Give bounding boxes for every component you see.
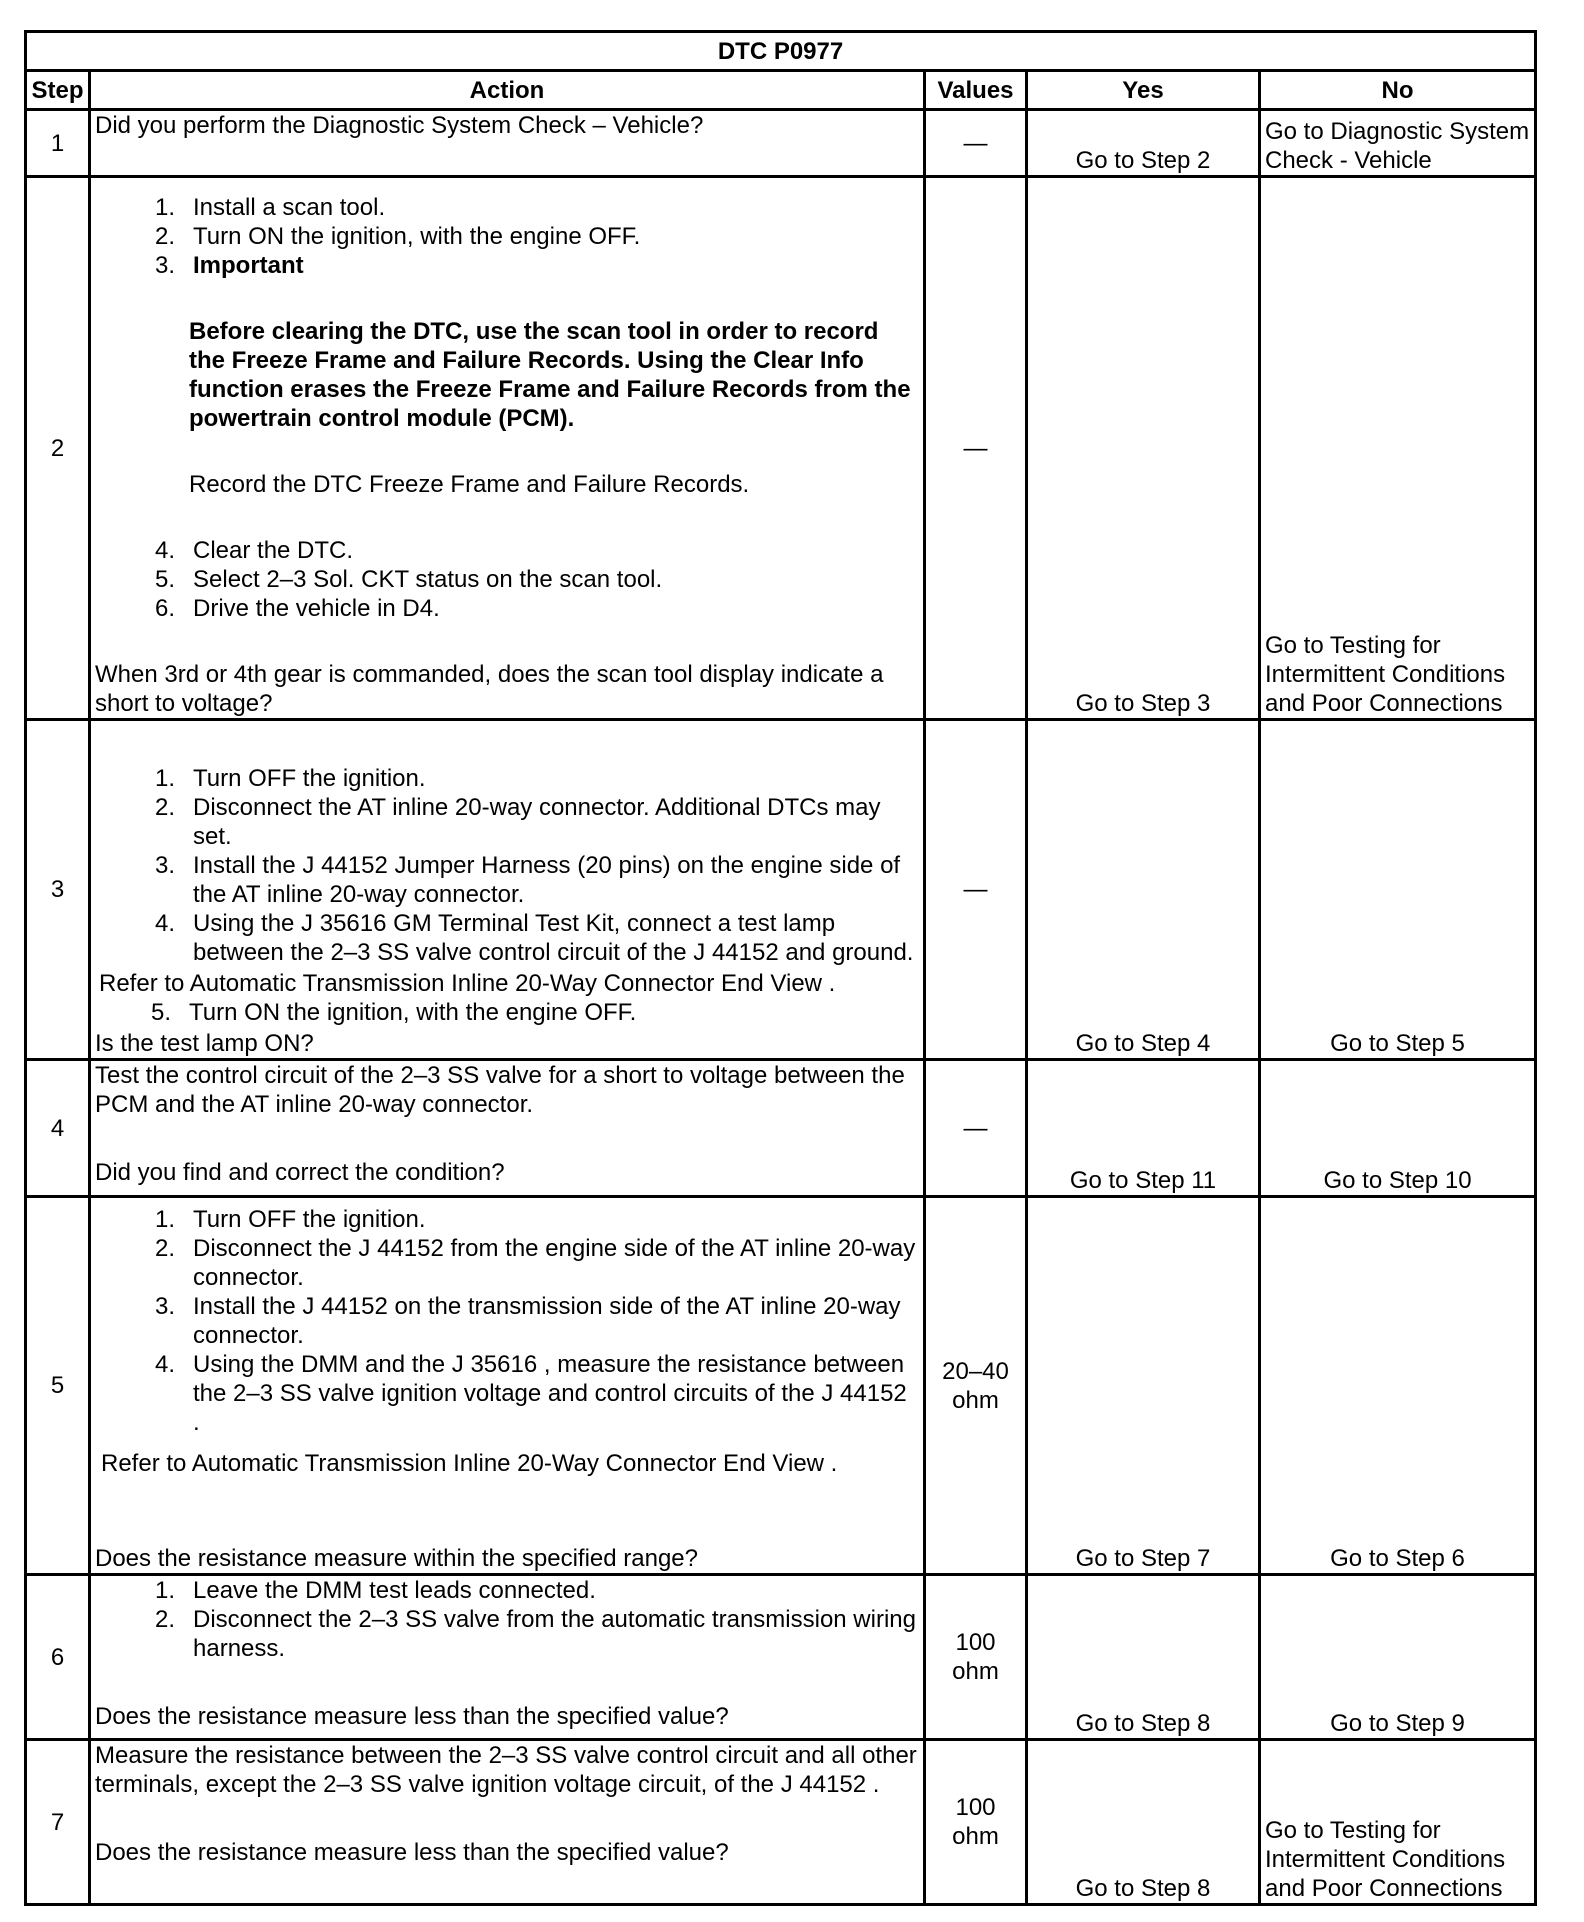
list-item: 4. Clear the DTC. [154,537,354,564]
list-item: 1. Turn OFF the ignition. [154,765,426,792]
header-step: Step [26,71,90,110]
action-text: Did you perform the Diagnostic System Check – Vehicle? [90,110,925,177]
refer-note: Refer to Automatic Transmission Inline 20-Way Connector End View . [99,970,836,997]
list-item: 6. Drive the vehicle in D4. [154,595,440,622]
table-row [26,177,1536,720]
question-text: Does the resistance measure less than the specified value? [95,1839,729,1866]
value-cell: 100 ohm [925,1575,1027,1740]
no-result: Go to Step 10 [1260,1060,1536,1197]
important-note: Before clearing the DTC, use the scan tool in order to record the Freeze Frame and Failure Records. Using the Clear Info function erases the Freeze Frame and Failure Records from the powertrain control module (PCM). [189,318,911,432]
question-text: Did you find and correct the condition? [95,1159,505,1186]
dtc-table [24,30,1537,1906]
value-cell: — [925,177,1027,720]
action-cell [90,1575,925,1740]
action-cell [90,1740,925,1905]
action-cell [90,177,925,720]
yes-result: Go to Step 8 [1027,1575,1260,1740]
step-number: 3 [26,720,90,1060]
list-item: 1. Install a scan tool. [154,194,386,221]
value-cell: — [925,1060,1027,1197]
list-item: 2. Turn ON the ignition, with the engine OFF. [154,223,641,250]
step-number: 2 [26,177,90,720]
step-number: 6 [26,1575,90,1740]
no-result: Go to Testing for Intermittent Conditions and Poor Connections [1260,1740,1536,1905]
step-list [95,193,919,280]
no-result: Go to Diagnostic System Check - Vehicle [1260,110,1536,177]
question-text: Does the resistance measure within the specified range? [95,1545,698,1572]
yes-result: Go to Step 2 [1027,110,1260,177]
list-item: 4. Using the J 35616 GM Terminal Test Kit, connect a test lamp between the 2–3 SS valve control circuit of the J 44152 and ground. [154,910,914,966]
action-text: Measure the resistance between the 2–3 SS valve control circuit and all other terminals, except the 2–3 SS valve ignition voltage circuit, of the J 44152 . [95,1742,917,1798]
action-cell [90,720,925,1060]
list-item: 1. Turn OFF the ignition. [154,1206,426,1233]
list-item: 1. Leave the DMM test leads connected. [154,1577,596,1604]
table-row [26,110,1536,177]
list-item: 3. Important [154,252,304,279]
question-text: When 3rd or 4th gear is commanded, does the scan tool display indicate a short to voltage? [95,661,884,717]
header-no: No [1260,71,1536,110]
no-result: Go to Testing for Intermittent Conditions and Poor Connections [1260,177,1536,720]
value-cell: 100 ohm [925,1740,1027,1905]
header-yes: Yes [1027,71,1260,110]
record-note: Record the DTC Freeze Frame and Failure Records. [189,471,750,498]
table-title: DTC P0977 [26,32,1536,71]
list-item: 3. Install the J 44152 Jumper Harness (20 pins) on the engine side of the AT inline 20-way connector. [154,852,901,908]
yes-result: Go to Step 8 [1027,1740,1260,1905]
header-values: Values [925,71,1027,110]
step-number: 5 [26,1197,90,1575]
step-list [95,1205,919,1437]
step-number: 1 [26,110,90,177]
list-item: 3. Install the J 44152 on the transmission side of the AT inline 20-way connector. [154,1293,901,1349]
action-text: Test the control circuit of the 2–3 SS valve for a short to voltage between the PCM and the AT inline 20-way connector. [95,1062,905,1118]
value-cell: — [925,110,1027,177]
no-result: Go to Step 6 [1260,1197,1536,1575]
header-row [26,71,1536,110]
yes-result: Go to Step 7 [1027,1197,1260,1575]
header-action: Action [90,71,925,110]
question-text: Is the test lamp ON? [95,1030,314,1057]
question-text: Does the resistance measure less than the specified value? [95,1703,729,1730]
action-cell [90,1197,925,1575]
yes-result: Go to Step 11 [1027,1060,1260,1197]
table-row [26,720,1536,1060]
table-row [26,1060,1536,1197]
step-list [95,764,919,967]
table-row [26,1575,1536,1740]
value-cell: — [925,720,1027,1060]
step-number: 4 [26,1060,90,1197]
table-row [26,1197,1536,1575]
refer-note: Refer to Automatic Transmission Inline 20-Way Connector End View . [101,1450,838,1477]
yes-result: Go to Step 4 [1027,720,1260,1060]
list-item: 2. Disconnect the J 44152 from the engine side of the AT inline 20-way connector. [154,1235,916,1291]
list-item: 2. Disconnect the 2–3 SS valve from the automatic transmission wiring harness. [154,1606,916,1662]
value-cell: 20–40 ohm [925,1197,1027,1575]
list-item: 5. Select 2–3 Sol. CKT status on the scan tool. [154,566,663,593]
action-cell [90,1060,925,1197]
list-item: 5. Turn ON the ignition, with the engine OFF. [150,999,637,1026]
step-number: 7 [26,1740,90,1905]
table-row [26,1740,1536,1905]
list-item: 4. Using the DMM and the J 35616 , measure the resistance between the 2–3 SS valve ignition voltage and control circuits of the J 44152 . [154,1351,907,1436]
no-result: Go to Step 9 [1260,1575,1536,1740]
step-list [95,528,919,623]
list-item: 2. Disconnect the AT inline 20-way connector. Additional DTCs may set. [154,794,881,850]
yes-result: Go to Step 3 [1027,177,1260,720]
step-list [95,1576,919,1663]
no-result: Go to Step 5 [1260,720,1536,1060]
